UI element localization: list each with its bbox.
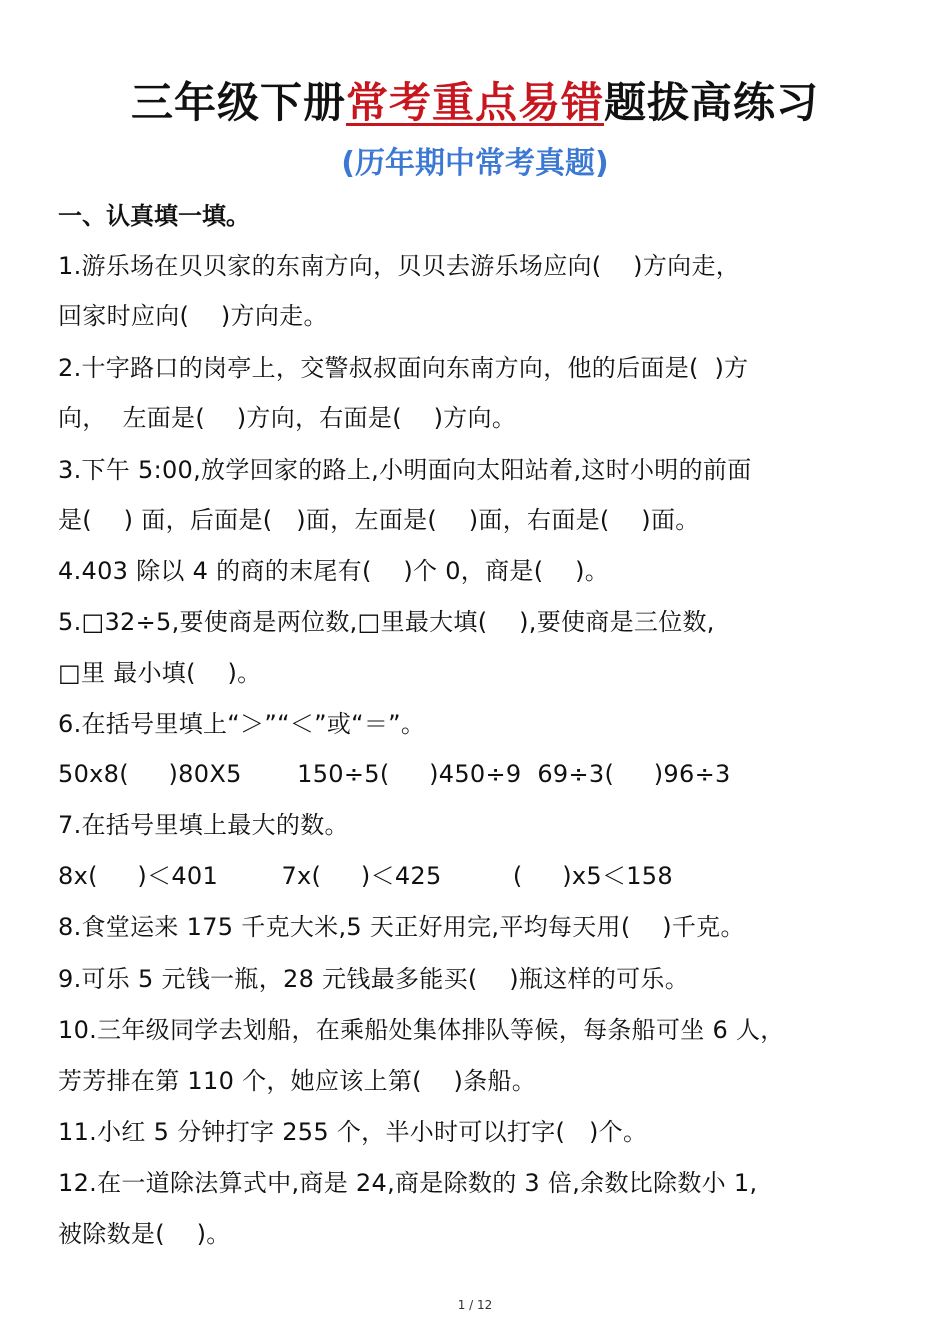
question-6-line: 6.在括号里填上“＞”“＜”或“＝”。 <box>58 710 426 738</box>
question-1-line-1: 1.游乐场在贝贝家的东南方向，贝贝去游乐场应向( )方向走， <box>58 252 741 280</box>
question-5-line-1: 5.□32÷5,要使商是两位数,□里最大填( ),要使商是三位数, <box>58 608 715 636</box>
question-7-line: 7.在括号里填上最大的数。 <box>58 811 349 839</box>
question-1-line-2: 回家时应向( )方向走。 <box>58 302 328 330</box>
question-8-line: 8.食堂运来 175 千克大米,5 天正好用完,平均每天用( )千克。 <box>58 913 745 941</box>
question-12-line-1: 12.在一道除法算式中,商是 24,商是除数的 3 倍,余数比除数小 1, <box>58 1169 758 1197</box>
question-6-expressions: 50x8( )80X5 150÷5( )450÷9 69÷3( )96÷3 <box>58 760 731 788</box>
question-10-line-2: 芳芳排在第 110 个，她应该上第( )条船。 <box>58 1067 537 1095</box>
question-12-line-2: 被除数是( )。 <box>58 1220 231 1248</box>
question-11-line: 11.小红 5 分钟打字 255 个，半小时可以打字( )个。 <box>58 1118 648 1146</box>
question-9-line: 9.可乐 5 元钱一瓶，28 元钱最多能买( )瓶这样的可乐。 <box>58 965 690 993</box>
title-prefix: 三年级下册 <box>130 78 346 127</box>
title-suffix: 题拔高练习 <box>604 78 820 127</box>
question-3-line-1: 3.下午 5:00,放学回家的路上,小明面向太阳站着,这时小明的前面 <box>58 456 752 484</box>
question-4-line: 4.403 除以 4 的商的末尾有( )个 0，商是( )。 <box>58 557 610 585</box>
question-2-line-1: 2.十字路口的岗亭上，交警叔叔面向东南方向，他的后面是( )方 <box>58 354 749 382</box>
question-2-line-2: 向， 左面是( )方向，右面是( )方向。 <box>58 404 517 432</box>
page-indicator: 1 / 12 <box>457 1298 493 1312</box>
page-subtitle: (历年期中常考真题) <box>341 146 609 181</box>
question-10-line-1: 10.三年级同学去划船，在乘船处集体排队等候，每条船可坐 6 人， <box>58 1016 785 1044</box>
question-7-expressions: 8x( )＜401 7x( )＜425 ( )x5＜158 <box>58 862 673 890</box>
section-heading: 一、认真填一填。 <box>58 202 250 230</box>
page-title <box>0 70 950 130</box>
question-5-line-2: □里 最小填( )。 <box>58 659 262 687</box>
title-highlight: 常考重点易错 <box>345 78 604 127</box>
question-3-line-2: 是( ) 面，后面是( )面，左面是( )面，右面是( )面。 <box>58 506 700 534</box>
